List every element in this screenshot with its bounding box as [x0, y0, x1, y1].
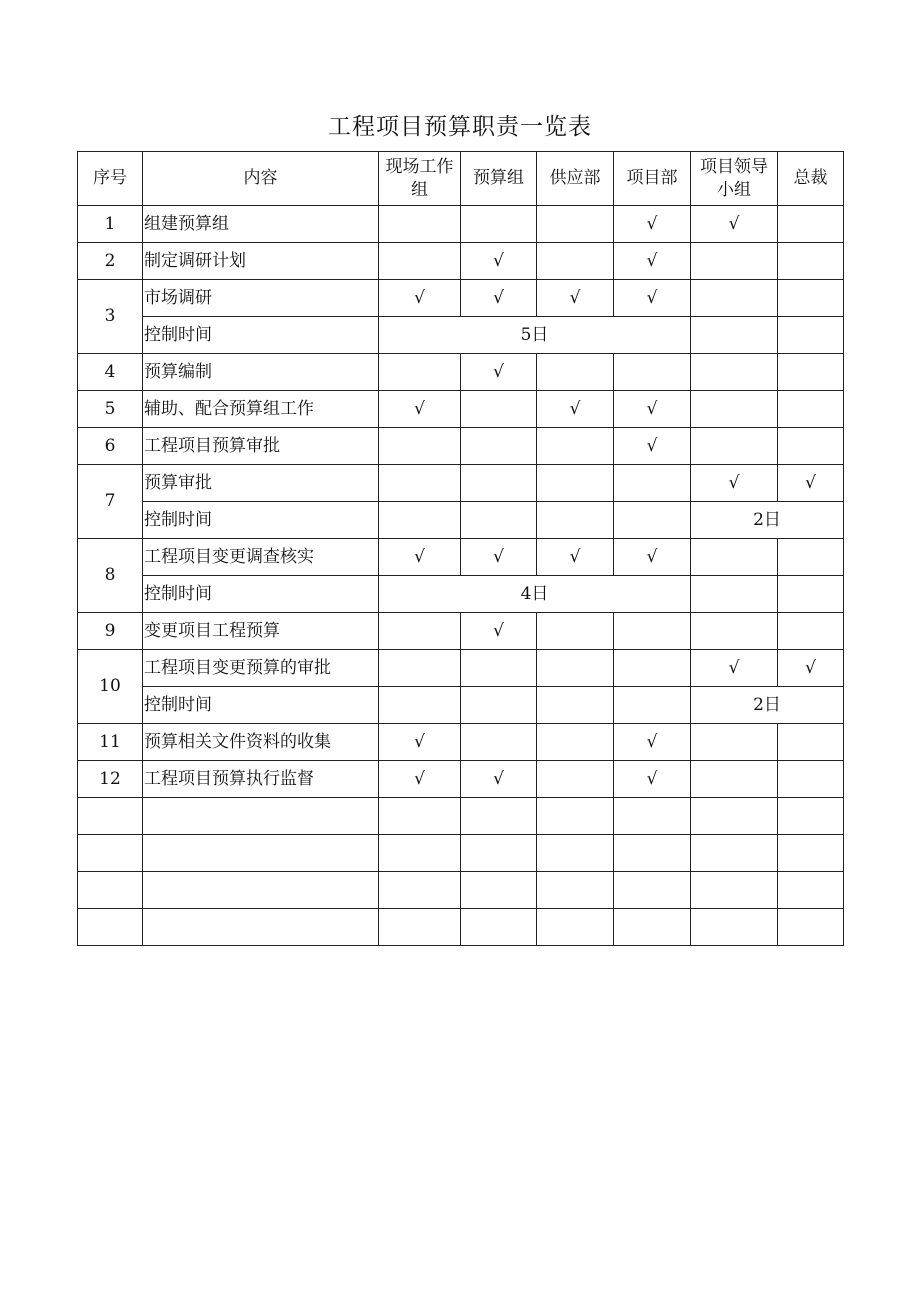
check-mark: √	[614, 761, 691, 798]
row-content: 市场调研	[143, 280, 379, 317]
cell	[379, 354, 461, 391]
control-time: 4日	[379, 576, 691, 613]
cell	[461, 502, 537, 539]
cell	[614, 687, 691, 724]
check-mark: √	[778, 465, 844, 502]
row-content: 工程项目预算审批	[143, 428, 379, 465]
cell	[691, 391, 778, 428]
table-row	[78, 317, 844, 354]
cell	[379, 502, 461, 539]
header-leader-line1: 项目领导	[700, 156, 768, 177]
row-content: 预算相关文件资料的收集	[143, 724, 379, 761]
row-no: 8	[78, 539, 143, 613]
cell	[461, 724, 537, 761]
table-row	[78, 391, 844, 428]
cell	[461, 391, 537, 428]
header-leader-line2: 小组	[717, 179, 751, 200]
cell	[537, 354, 614, 391]
check-mark: √	[379, 391, 461, 428]
row-content: 辅助、配合预算组工作	[143, 391, 379, 428]
check-mark: √	[461, 354, 537, 391]
row-no: 4	[78, 354, 143, 391]
header-no: 序号	[78, 152, 143, 206]
table-row	[78, 354, 844, 391]
check-mark: √	[778, 650, 844, 687]
cell	[379, 650, 461, 687]
cell	[691, 317, 778, 354]
check-mark: √	[614, 206, 691, 243]
header-president: 总裁	[778, 152, 844, 206]
row-content: 预算审批	[143, 465, 379, 502]
cell	[691, 761, 778, 798]
header-leader-group	[691, 152, 778, 206]
table-row	[78, 502, 844, 539]
check-mark: √	[614, 280, 691, 317]
check-mark: √	[537, 391, 614, 428]
cell	[537, 206, 614, 243]
check-mark: √	[461, 613, 537, 650]
cell	[461, 650, 537, 687]
table-row	[78, 576, 844, 613]
row-sub-content: 控制时间	[143, 502, 379, 539]
check-mark: √	[691, 650, 778, 687]
row-no: 6	[78, 428, 143, 465]
check-mark: √	[614, 391, 691, 428]
cell	[379, 687, 461, 724]
cell	[691, 243, 778, 280]
cell	[614, 502, 691, 539]
table-row	[78, 650, 844, 687]
row-no: 12	[78, 761, 143, 798]
table-row	[78, 613, 844, 650]
check-mark: √	[461, 761, 537, 798]
cell	[379, 428, 461, 465]
cell	[461, 428, 537, 465]
header-row	[78, 152, 844, 206]
cell	[778, 354, 844, 391]
cell	[778, 539, 844, 576]
empty-row	[78, 872, 844, 909]
responsibility-table	[77, 151, 844, 946]
cell	[691, 280, 778, 317]
cell	[537, 502, 614, 539]
cell	[614, 613, 691, 650]
check-mark: √	[379, 539, 461, 576]
row-sub-content: 控制时间	[143, 317, 379, 354]
header-content: 内容	[143, 152, 379, 206]
cell	[778, 613, 844, 650]
cell	[778, 576, 844, 613]
cell	[537, 650, 614, 687]
control-time: 2日	[691, 687, 844, 724]
cell	[778, 724, 844, 761]
cell	[537, 428, 614, 465]
row-content: 组建预算组	[143, 206, 379, 243]
row-sub-content: 控制时间	[143, 687, 379, 724]
header-project-dept: 项目部	[614, 152, 691, 206]
check-mark: √	[379, 724, 461, 761]
control-time: 2日	[691, 502, 844, 539]
cell	[778, 206, 844, 243]
row-sub-content: 控制时间	[143, 576, 379, 613]
cell	[778, 428, 844, 465]
row-no: 1	[78, 206, 143, 243]
row-content: 工程项目变更预算的审批	[143, 650, 379, 687]
check-mark: √	[461, 280, 537, 317]
header-onsite-line2: 组	[411, 179, 428, 200]
cell	[614, 354, 691, 391]
row-no: 11	[78, 724, 143, 761]
table-row	[78, 539, 844, 576]
check-mark: √	[379, 280, 461, 317]
cell	[691, 576, 778, 613]
cell	[379, 243, 461, 280]
cell	[537, 613, 614, 650]
check-mark: √	[614, 539, 691, 576]
row-content: 变更项目工程预算	[143, 613, 379, 650]
check-mark: √	[379, 761, 461, 798]
cell	[778, 391, 844, 428]
cell	[461, 687, 537, 724]
row-content: 制定调研计划	[143, 243, 379, 280]
table-row	[78, 280, 844, 317]
cell	[461, 206, 537, 243]
row-no: 3	[78, 280, 143, 354]
check-mark: √	[461, 539, 537, 576]
check-mark: √	[614, 724, 691, 761]
cell	[379, 206, 461, 243]
check-mark: √	[537, 539, 614, 576]
cell	[691, 613, 778, 650]
row-no: 10	[78, 650, 143, 724]
cell	[461, 465, 537, 502]
cell	[778, 761, 844, 798]
empty-row	[78, 909, 844, 946]
check-mark: √	[614, 428, 691, 465]
table-row	[78, 206, 844, 243]
check-mark: √	[461, 243, 537, 280]
cell	[537, 687, 614, 724]
row-content: 预算编制	[143, 354, 379, 391]
cell	[379, 465, 461, 502]
cell	[691, 354, 778, 391]
control-time: 5日	[379, 317, 691, 354]
cell	[537, 761, 614, 798]
header-onsite-line1: 现场工作	[385, 156, 454, 177]
empty-row	[78, 798, 844, 835]
cell	[537, 465, 614, 502]
check-mark: √	[691, 465, 778, 502]
empty-row	[78, 835, 844, 872]
cell	[614, 650, 691, 687]
cell	[614, 465, 691, 502]
table-row	[78, 243, 844, 280]
header-budget-group: 预算组	[461, 152, 537, 206]
cell	[691, 539, 778, 576]
cell	[691, 724, 778, 761]
table-row	[78, 428, 844, 465]
table-row	[78, 724, 844, 761]
cell	[537, 243, 614, 280]
page-title: 工程项目预算职责一览表	[328, 114, 592, 140]
row-content: 工程项目预算执行监督	[143, 761, 379, 798]
cell	[691, 428, 778, 465]
header-supply-dept: 供应部	[537, 152, 614, 206]
header-onsite-team	[379, 152, 461, 206]
table-row	[78, 687, 844, 724]
table-row	[78, 761, 844, 798]
row-no: 5	[78, 391, 143, 428]
row-no: 9	[78, 613, 143, 650]
cell	[778, 317, 844, 354]
cell	[778, 243, 844, 280]
cell	[537, 724, 614, 761]
cell	[379, 613, 461, 650]
row-content: 工程项目变更调查核实	[143, 539, 379, 576]
row-no: 2	[78, 243, 143, 280]
cell	[778, 280, 844, 317]
table-row	[78, 465, 844, 502]
check-mark: √	[691, 206, 778, 243]
check-mark: √	[614, 243, 691, 280]
check-mark: √	[537, 280, 614, 317]
row-no: 7	[78, 465, 143, 539]
